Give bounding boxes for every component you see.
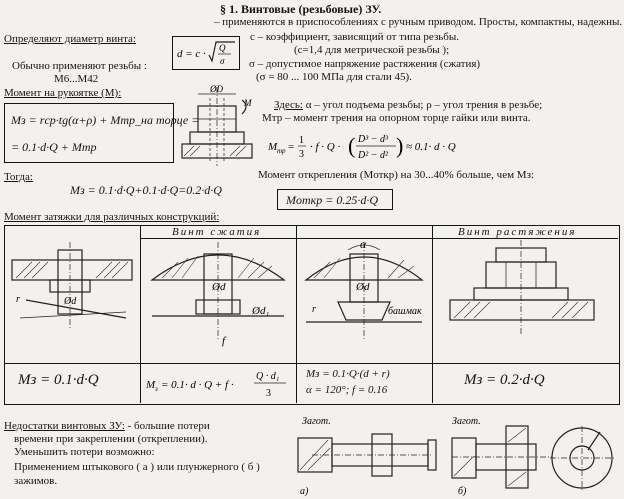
fig-a-label: а) <box>300 486 309 497</box>
c-description: c – коэффициент, зависящий от типа резьбы. <box>250 31 460 43</box>
fig3-bashmak: башмак <box>388 306 422 317</box>
mtr-text: Mтр – момент трения на опорном торце гайки или винта. <box>262 112 531 124</box>
nut-figure <box>180 82 262 166</box>
usually-label: Обычно применяют резьбы : <box>12 60 147 72</box>
svg-text:D² − d²: D² − d² <box>358 150 388 161</box>
fig1-phi-d: Ød <box>64 296 77 307</box>
formula-3-extra: α = 120°; f = 0.16 <box>306 384 388 396</box>
phi-D-label: ØD <box>210 84 223 94</box>
then-formula: Mз = 0.1·d·Q+0.1·d·Q=0.2·d·Q <box>70 183 222 197</box>
formula-3: Mз = 0.1·Q·(d + r) <box>306 368 390 380</box>
otkr-text: Момент открепления (Mоткр) на 30...40% больше, чем Mз: <box>258 169 534 181</box>
disadvantages-line3: Уменьшить потери возможно: <box>14 446 155 458</box>
disadvantages-label: Недостатки винтовых ЗУ: <box>4 420 125 432</box>
svg-text:з: з <box>155 385 158 393</box>
svg-text:σ: σ <box>220 56 225 66</box>
svg-text:D³ − d³: D³ − d³ <box>358 134 388 145</box>
svg-text:Q · d₁: Q · d₁ <box>256 371 280 382</box>
diameter-formula-svg <box>173 37 239 69</box>
bottom-figures <box>292 412 618 498</box>
otkr-formula-box <box>277 189 393 210</box>
fig1-r: r <box>16 294 20 305</box>
fig3-r: r <box>312 304 316 315</box>
handle-moment-box <box>4 103 200 163</box>
sigma-value: (σ = 80 ... 100 МПа для стали 45). <box>256 71 412 83</box>
formula-2-svg <box>144 366 294 402</box>
header-tension: Винт растяжения <box>458 226 577 238</box>
svg-text:· f · Q ·: · f · Q · <box>310 141 341 153</box>
header-compression: Винт сжатия <box>172 226 262 238</box>
svg-text:тр: тр <box>277 147 286 155</box>
here-label: Здесь: <box>274 99 303 111</box>
svg-text:≈ 0.1· d · Q: ≈ 0.1· d · Q <box>406 141 456 153</box>
page-title: § 1. Винтовые (резьбовые) ЗУ. <box>220 2 382 16</box>
disadvantages-line1 <box>4 420 210 433</box>
figure-4 <box>434 240 616 362</box>
here-text <box>274 99 542 112</box>
svg-text:): ) <box>396 133 404 158</box>
disadvantages-line2: времени при закреплении (откреплении). <box>14 433 208 445</box>
fig-b-label: б) <box>458 486 467 497</box>
diameter-label: Определяют диаметр винта: <box>4 33 136 45</box>
formula-1: Mз = 0.1·d·Q <box>18 372 99 388</box>
disadvantages-line5: зажимов. <box>14 475 58 487</box>
svg-text:3: 3 <box>299 149 304 160</box>
table-col-2 <box>296 225 297 403</box>
svg-text:=: = <box>288 141 295 153</box>
fig-zag2: Загот. <box>452 416 481 427</box>
svg-text:d = c ·: d = c · <box>177 48 206 60</box>
svg-text:(: ( <box>348 133 356 158</box>
svg-text:= 0.1· d · Q + f ·: = 0.1· d · Q + f · <box>161 379 234 391</box>
svg-text:M: M <box>146 379 156 391</box>
diameter-formula-box <box>172 36 240 70</box>
table-caption: Момент затяжки для различных конструкций: <box>4 211 220 223</box>
svg-text:M: M <box>244 98 252 108</box>
handle-moment-eq1: Mз = rср·tg(α+ρ) + Mтр_на торце = <box>11 113 200 127</box>
handle-moment-label: Момент на рукоятке (M): <box>4 87 122 99</box>
figure-3 <box>298 240 430 362</box>
svg-text:3: 3 <box>266 388 271 399</box>
here-rest: α – угол подъема резьбы; ρ – угол трения в резьбе; <box>302 99 543 111</box>
disadvantages-rest: - большие потери <box>124 420 210 432</box>
handle-moment-eq2: = 0.1·d·Q + Mтр <box>11 140 97 154</box>
formula-4: Mз = 0.2·d·Q <box>464 372 545 388</box>
fig2-phi-d: Ød <box>212 281 226 293</box>
figure-1 <box>6 240 138 362</box>
svg-text:M: M <box>268 141 278 153</box>
sigma-description: σ – допустимое напряжение растяжения (сжатия) <box>249 58 481 70</box>
c-value: (c=1,4 для метрической резьбы ); <box>294 44 450 56</box>
fig2-f: f <box>222 335 226 347</box>
fig3-alpha: α <box>360 240 367 251</box>
figure-2 <box>142 240 294 362</box>
svg-text:1: 1 <box>299 135 304 146</box>
disadvantages-line4: Применением штыкового ( а ) или плунжерного ( б ) <box>14 461 260 473</box>
svg-text:Q: Q <box>219 43 226 53</box>
mtr-formula-svg <box>268 128 468 168</box>
table-formula-line <box>4 363 620 364</box>
otkr-formula: Mоткр = 0.25·d·Q <box>286 193 379 207</box>
then-label: Тогда: <box>4 171 33 183</box>
intro-text: – применяются в приспособлениях с ручным приводом. Просты, компактны, надежны. <box>214 16 623 28</box>
fig2-phi-d1: Ød₁ <box>252 305 270 317</box>
fig-zag1: Загот. <box>302 416 331 427</box>
fig3-phi-d: Ød <box>356 281 370 293</box>
table-col-1 <box>140 225 141 403</box>
usually-range: М6...М42 <box>54 73 99 85</box>
table-col-3 <box>432 225 433 403</box>
